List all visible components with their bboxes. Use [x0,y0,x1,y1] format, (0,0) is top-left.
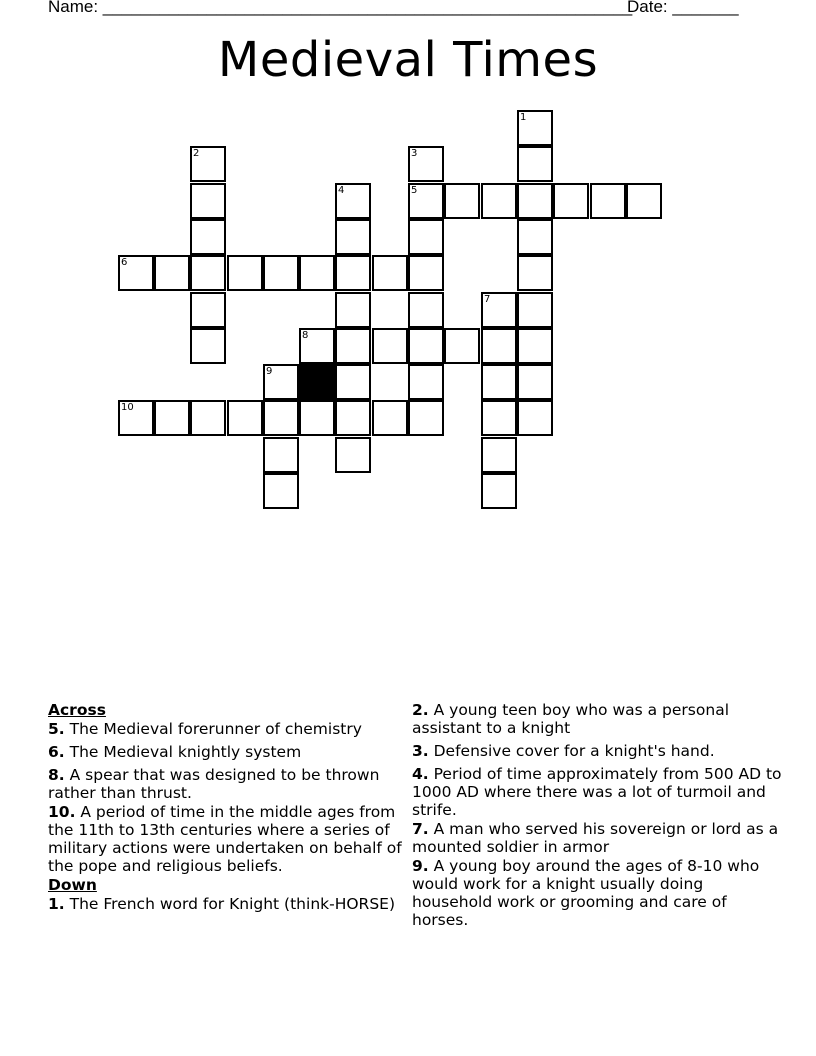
crossword-cell[interactable] [190,255,226,291]
crossword-cell[interactable] [190,146,226,182]
crossword-cell[interactable] [227,255,263,291]
crossword-cell[interactable] [408,292,444,328]
crossword-cell[interactable] [335,400,371,436]
crossword-cell[interactable] [408,400,444,436]
clue-number: 5. [48,720,65,738]
crossword-cell[interactable] [517,328,553,364]
crossword-cell[interactable] [335,219,371,255]
crossword-cell[interactable] [263,400,299,436]
clue-number: 6. [48,743,65,761]
crossword-cell[interactable] [263,473,299,509]
crossword-cell[interactable] [299,328,335,364]
crossword-cell[interactable] [517,219,553,255]
clue-number-label: 9 [266,366,273,377]
crossword-cell[interactable] [517,292,553,328]
crossword-cell[interactable] [372,328,408,364]
crossword-cell[interactable] [517,183,553,219]
crossword-cell[interactable] [118,400,154,436]
crossword-cell[interactable] [227,400,263,436]
across-clue-5 [48,720,408,738]
clue-number-label: 8 [302,330,309,341]
clues-left-column [48,701,408,918]
crossword-cell[interactable] [335,255,371,291]
clue-number-label: 4 [338,185,345,196]
crossword-cell[interactable] [444,328,480,364]
page-title: Medieval Times [217,32,599,88]
across-clue-8 [48,766,408,802]
clue-number: 4. [412,765,429,783]
crossword-cell[interactable] [481,183,517,219]
clue-number-label: 7 [484,294,491,305]
down-clue-2 [412,701,782,737]
crossword-cell[interactable] [517,255,553,291]
clue-number-label: 3 [411,148,418,159]
crossword-cell[interactable] [263,437,299,473]
clue-text: A young boy around the ages of 8-10 who would work for a knight usually doing household work or grooming and care of horses. [412,857,760,929]
clue-text: The French word for Knight (think-HORSE) [69,895,396,913]
crossword-cell[interactable] [590,183,626,219]
crossword-cell[interactable] [626,183,662,219]
crossword-cell[interactable] [335,183,371,219]
crossword-cell[interactable] [372,255,408,291]
clue-number: 9. [412,857,429,875]
clue-text: A man who served his sovereign or lord as a mounted soldier in armor [412,820,779,856]
clue-number-label: 2 [193,148,200,159]
clue-text: Defensive cover for a knight's hand. [433,742,715,760]
crossword-cell[interactable] [335,328,371,364]
across-clue-6 [48,743,408,761]
clue-number-label: 6 [121,257,128,268]
crossword-block [299,364,335,400]
clue-number: 3. [412,742,429,760]
clue-number-label: 5 [411,185,418,196]
crossword-cell[interactable] [299,400,335,436]
crossword-cell[interactable] [263,255,299,291]
crossword-cell[interactable] [444,183,480,219]
clue-number: 7. [412,820,429,838]
crossword-cell[interactable] [335,437,371,473]
clue-text: A spear that was designed to be thrown rather than thrust. [48,766,380,802]
across-heading: Across [48,701,106,719]
crossword-cell[interactable] [517,400,553,436]
down-clue-7 [412,820,782,856]
crossword-cell[interactable] [263,364,299,400]
clue-number: 10. [48,803,76,821]
down-clue-9 [412,857,782,929]
crossword-cell[interactable] [408,219,444,255]
crossword-cell[interactable] [372,400,408,436]
name-line: Name: ________________________________________________________ [48,0,633,16]
crossword-cell[interactable] [481,400,517,436]
crossword-cell[interactable] [190,400,226,436]
across-clue-10 [48,803,408,875]
down-clue-3 [412,742,782,760]
crossword-cell[interactable] [190,219,226,255]
date-line: Date: _______ [627,0,739,16]
crossword-cell[interactable] [154,255,190,291]
crossword-cell[interactable] [517,110,553,146]
down-heading: Down [48,876,97,894]
crossword-cell[interactable] [118,255,154,291]
clue-text: A period of time in the middle ages from the 11th to 13th centuries where a series of military actions were undertaken on behalf of the pope and religious beliefs. [48,803,402,875]
clue-text: The Medieval forerunner of chemistry [69,720,362,738]
clue-text: Period of time approximately from 500 AD to 1000 AD where there was a lot of turmoil and strife. [412,765,782,819]
crossword-cell[interactable] [335,364,371,400]
clue-text: The Medieval knightly system [69,743,302,761]
clue-number: 1. [48,895,65,913]
crossword-cell[interactable] [190,328,226,364]
crossword-cell[interactable] [481,437,517,473]
crossword-cell[interactable] [408,328,444,364]
crossword-cell[interactable] [481,473,517,509]
clue-number-label: 10 [121,402,134,413]
clues-right-column [412,701,782,934]
clue-text: A young teen boy who was a personal assistant to a knight [412,701,729,737]
crossword-cell[interactable] [154,400,190,436]
crossword-cell[interactable] [335,292,371,328]
clue-number-label: 1 [520,112,527,123]
crossword-cell[interactable] [190,183,226,219]
crossword-cell[interactable] [517,146,553,182]
crossword-cell[interactable] [481,364,517,400]
crossword-cell[interactable] [553,183,589,219]
clue-number: 2. [412,701,429,719]
down-clue-1 [48,895,408,913]
crossword-cell[interactable] [408,255,444,291]
crossword-cell[interactable] [408,183,444,219]
down-clue-4 [412,765,782,819]
crossword-cell[interactable] [517,364,553,400]
crossword-cell[interactable] [299,255,335,291]
crossword-cell[interactable] [190,292,226,328]
crossword-cell[interactable] [408,364,444,400]
crossword-cell[interactable] [481,292,517,328]
crossword-cell[interactable] [481,328,517,364]
clue-number: 8. [48,766,65,784]
crossword-cell[interactable] [408,146,444,182]
